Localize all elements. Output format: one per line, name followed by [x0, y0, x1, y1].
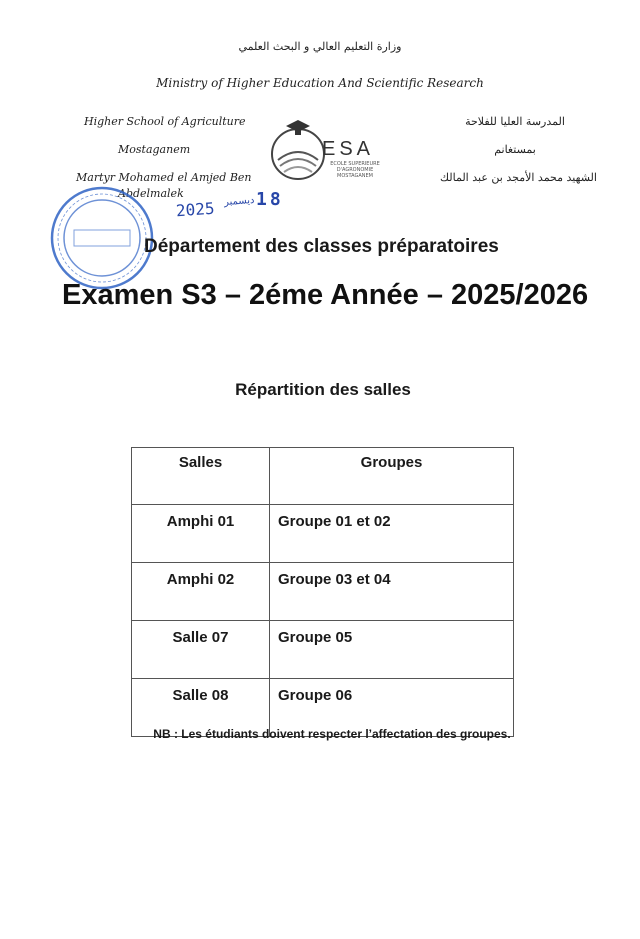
school-name: Higher School of Agriculture [84, 115, 246, 128]
groupe-cell: Groupe 01 et 02 [270, 505, 514, 563]
logo-subtext: ECOLE SUPERIEURE D'AGRONOMIE MOSTAGANEM [330, 161, 380, 179]
school-martyr-line2: Abdelmalek [118, 187, 184, 200]
school-name-ar: المدرسة العليا للفلاحة [465, 115, 565, 128]
note-text: NB : Les étudiants doivent respecter l’affectation des groupes. [153, 727, 511, 741]
groupe-cell: Groupe 06 [270, 679, 514, 737]
official-stamp-icon [48, 184, 156, 292]
salle-cell: Salle 08 [132, 679, 270, 737]
section-title: Répartition des salles [235, 380, 411, 399]
date-stamp-year: 2025 [175, 198, 216, 221]
salle-cell: Amphi 02 [132, 563, 270, 621]
date-stamp-month: ديسمبر [223, 194, 255, 209]
salle-cell: Amphi 01 [132, 505, 270, 563]
groupe-cell: Groupe 05 [270, 621, 514, 679]
header-groupes: Groupes [270, 448, 514, 505]
school-martyr-ar: الشهيد محمد الأمجد بن عبد المالك [440, 171, 597, 184]
department-title: Département des classes préparatoires [144, 236, 499, 257]
logo-text: ESA [322, 138, 375, 160]
exam-title: Examen S3 – 2éme Année – 2025/2026 [62, 279, 589, 311]
table-row [132, 505, 514, 563]
groupe-cell: Groupe 03 et 04 [270, 563, 514, 621]
school-info-arabic [440, 108, 597, 192]
room-allocation-table [131, 447, 514, 737]
header-salles: Salles [132, 448, 270, 505]
salle-cell: Salle 07 [132, 621, 270, 679]
school-city-ar: بمستغانم [494, 143, 536, 156]
table-header-row [132, 448, 514, 505]
school-martyr-line1: Martyr Mohamed el Amjed Ben [76, 171, 252, 184]
table-row [132, 621, 514, 679]
ministry-arabic: وزارة التعليم العالي و البحث العلمي [238, 40, 402, 53]
ministry-english: Ministry of Higher Education And Scientific Research [156, 76, 484, 90]
table-row [132, 563, 514, 621]
school-city: Mostaganem [118, 143, 191, 156]
date-stamp-day: 18 [256, 189, 284, 210]
